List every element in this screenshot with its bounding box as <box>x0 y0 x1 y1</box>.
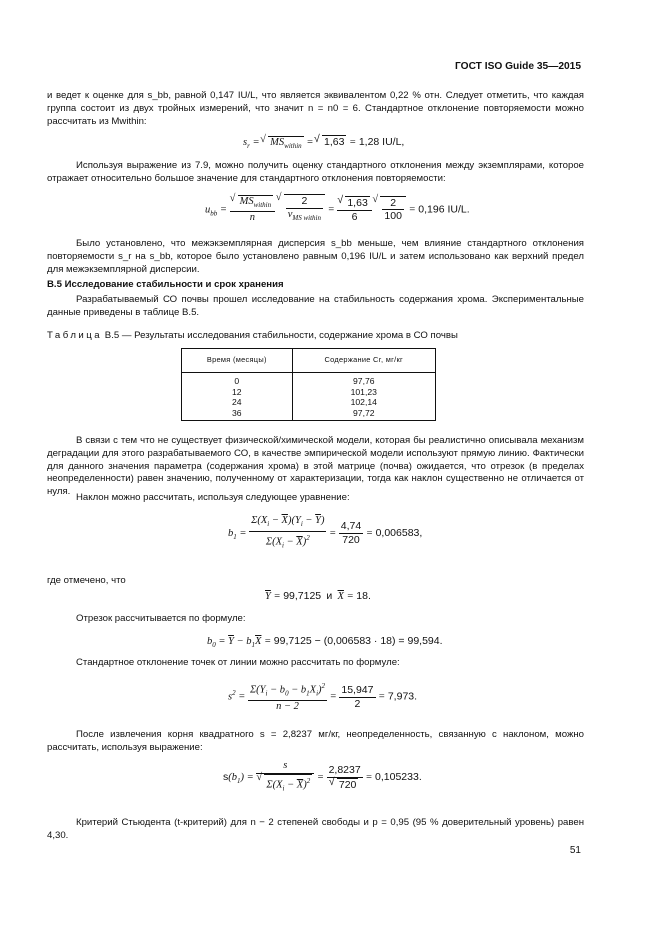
paragraph: Наклон можно рассчитать, используя следующее уравнение: <box>76 492 350 503</box>
formula-means: $\overline{Y} = 99,7125$ и $\overline{X} = 18$. <box>265 590 371 602</box>
paragraph: где отмечено, что <box>47 575 126 586</box>
paragraph: Критерий Стьюдента (t-критерий) для n − 2 степеней свободы и p = 0,95 (95 % доверительный уровень) равен 4,30. <box>47 817 584 841</box>
table-row: 12 101,23 <box>182 387 436 398</box>
formula-sr: $s_r$ = √ $MS_{within}$ = √ 1,63 = 1,28 IU/L, <box>243 135 404 153</box>
formula-slope: $b_1$ = $\frac{\Sigma(X_i - \overline{X})(Y_i - \overline{Y})}{\Sigma(X_i - \overline{X})^2}$ = $\frac{4,74}{720}$ = 0,006583, <box>228 515 423 550</box>
paragraph: Стандартное отклонение точек от линии можно рассчитать по формуле: <box>76 657 400 668</box>
table-header: Содержание Cr, мг/кг <box>292 349 435 373</box>
paragraph: В связи с тем что не существует физической/химической модели, которая бы реалистично описывала механизм деградации для этого разрабатываемого СО, в качестве эмпирической модели используют прямую линию. Фактически для данного значения параметра (содержания хрома) в этой матрице (почва) ожидается, что отрезок (в пределах неопределенности) равен значению, полученному от характеризации, тогда как наклон существенно не отличается от нуля. <box>47 435 584 498</box>
document-header: ГОСТ ISO Guide 35—2015 <box>455 61 581 72</box>
formula-intercept: $b_0 = \overline{Y} - b_1\overline{X} = 99,7125 - (0,006583 \cdot 18) = 99,594$. <box>207 635 443 650</box>
paragraph: Было установлено, что межэкземплярная дисперсия s_bb меньше, чем влияние стандартного отклонения повторяемости s_r на s_bb, которое было установлено равным 0,196 IU/L и затем использовано как верхний предел для межэкземплярной дисперсии. <box>47 238 584 275</box>
stability-table <box>181 348 436 421</box>
formula-sb1: $s(b_1)$ = s √ $\Sigma(X_i - \overline{X})^2$ = 2,8237 √ 720 = 0,105233. <box>223 760 422 795</box>
section-heading: В.5 Исследование стабильности и срок хранения <box>47 279 284 290</box>
table-row: 36 97,72 <box>182 408 436 421</box>
table-row: 0 97,76 <box>182 373 436 387</box>
table-row: 24 102,14 <box>182 397 436 408</box>
page-number: 51 <box>569 845 581 856</box>
table-header: Время (месяцы) <box>182 349 293 373</box>
paragraph: Разрабатываемый СО почвы прошел исследование на стабильность содержания хрома. Экспериментальные данные приведены в таблице В.5. <box>47 294 584 318</box>
paragraph: и ведет к оценке для s_bb, равной 0,147 IU/L, что является эквивалентом 0,22 % отн. Следует отметить, что каждая группа состоит из двух тройных измерений, что значит n = n0 = 6. Стандартное отклонение повторяемости можно рассчитать из Mwithin: <box>47 90 584 127</box>
paragraph: После извлечения корня квадратного s = 2,8237 мг/кг, неопределенность, связанную с наклоном, можно рассчитать, используя выражение: <box>47 729 584 753</box>
formula-s2: $s^2$ = $\frac{\Sigma(Y_i - b_0 - b_1X_i)^2}{n - 2}$ = $\frac{15,947}{2}$ = 7,973. <box>228 682 418 713</box>
paragraph: Отрезок рассчитывается по формуле: <box>76 613 246 624</box>
table-caption: Таблица В.5 — Результаты исследования стабильности, содержание хрома в СО почвы <box>47 330 458 341</box>
formula-ubb: $u_{bb}$ = √ $\frac{MS_{within}}{n}$ √ $\frac{2}{\nu_{MS within}}$ = √ $\frac{1,63}{6}$ √ $\frac{2}{100}$ = 0,196 IU/L. <box>205 194 470 225</box>
paragraph: Используя выражение из 7.9, можно получить оценку стандартного отклонения между экземплярами, которое отражает относительно большое значение для стандартного отклонения повторяемости: <box>47 160 584 184</box>
